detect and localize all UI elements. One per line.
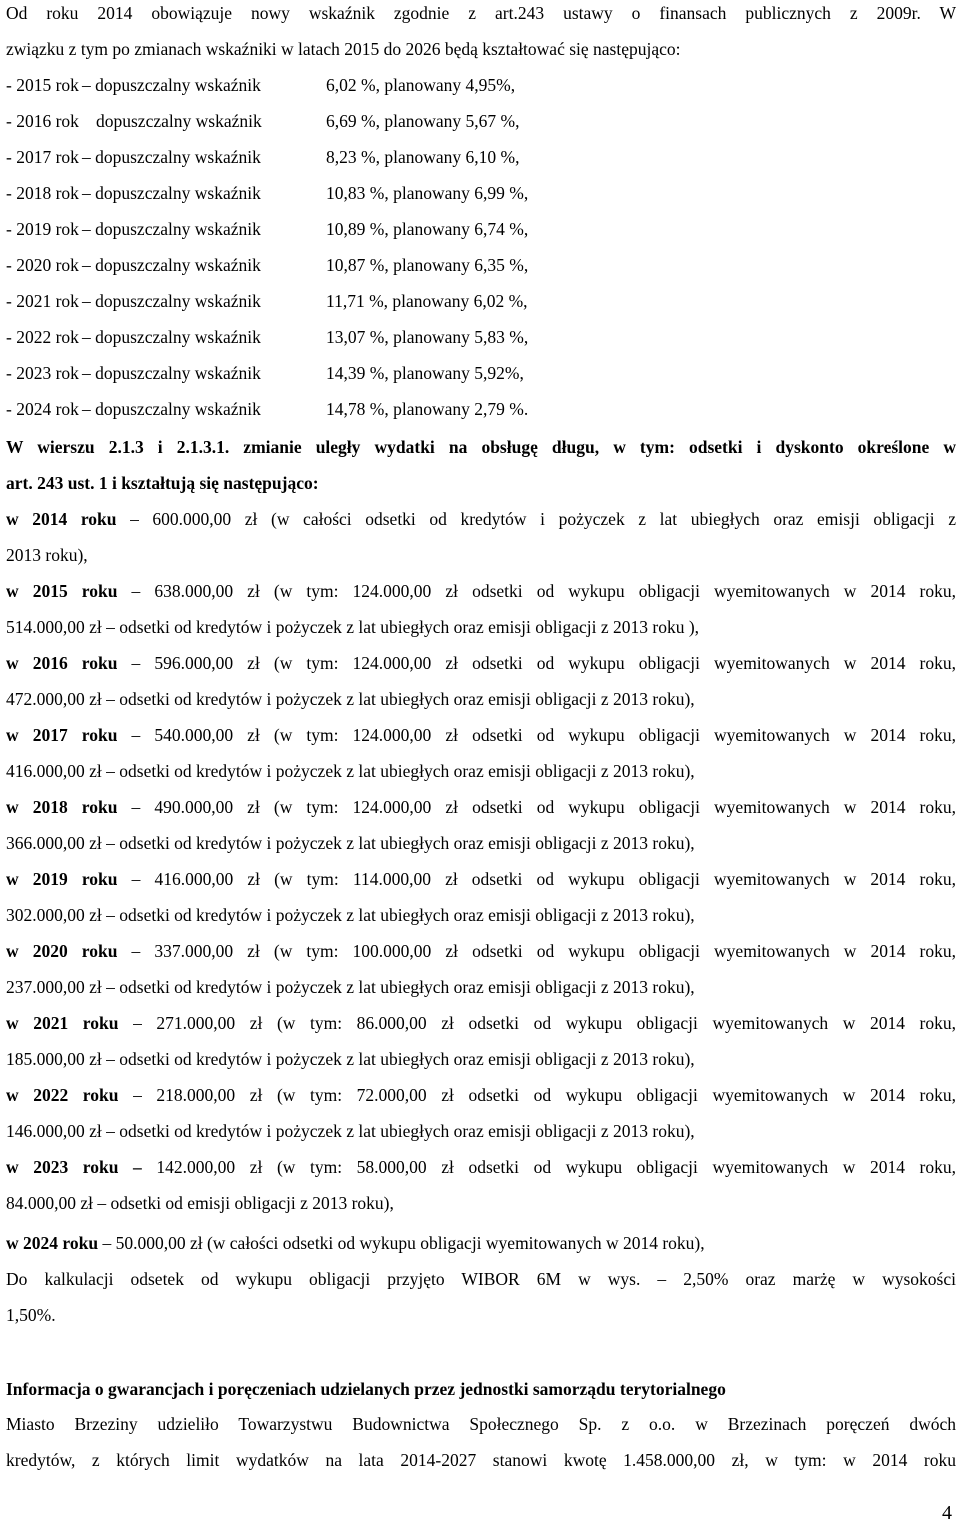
- debt-entry-text: 142.000,00 zł (w tym: 58.000,00 zł odsetki od wykupu obligacji wyemitowanych w 2014 roku,: [156, 1157, 956, 1177]
- indicator-values: 14,39 %, planowany 5,92%,: [326, 363, 524, 383]
- debt-entry-line-1: [6, 868, 956, 890]
- indicator-label: – dopuszczalny wskaźnik: [82, 399, 261, 419]
- guarantees-line-2: kredytów, z których limit wydatków na lata 2014-2027 stanowi kwotę 1.458.000,00 zł, w tym: w 2014 roku: [6, 1450, 956, 1470]
- debt-entry-year: w 2019 roku: [6, 869, 118, 889]
- indicator-values: 6,02 %, planowany 4,95%,: [326, 75, 516, 95]
- guarantees-line-1: Miasto Brzeziny udzieliło Towarzystwu Budownictwa Społecznego Sp. z o.o. w Brzezinach poręczeń dwóch: [6, 1414, 956, 1434]
- debt-entry-line-1: [6, 1012, 956, 1034]
- indicator-label: – dopuszczalny wskaźnik: [82, 363, 261, 383]
- debt-entry-text: – 600.000,00 zł (w całości odsetki od kredytów i pożyczek z lat ubiegłych oraz emisji obligacji z: [130, 509, 956, 529]
- debt-entry-line-1: [6, 1084, 956, 1106]
- debt-entry-line-2: 302.000,00 zł – odsetki od kredytów i pożyczek z lat ubiegłych oraz emisji obligacji z 2013 roku),: [6, 905, 695, 925]
- debt-entry-text: – 218.000,00 zł (w tym: 72.000,00 zł odsetki od wykupu obligacji wyemitowanych w 2014 roku,: [133, 1085, 956, 1105]
- debt-entry-line-2: 472.000,00 zł – odsetki od kredytów i pożyczek z lat ubiegłych oraz emisji obligacji z 2013 roku),: [6, 689, 695, 709]
- debt-entry-year: w 2022 roku: [6, 1085, 119, 1105]
- guarantees-heading: Informacja o gwarancjach i poręczeniach udzielanych przez jednostki samorządu terytorialnego: [6, 1379, 726, 1399]
- indicator-label: – dopuszczalny wskaźnik: [82, 291, 261, 311]
- indicator-values: 8,23 %, planowany 6,10 %,: [326, 147, 520, 167]
- debt-entry-text: – 638.000,00 zł (w tym: 124.000,00 zł odsetki od wykupu obligacji wyemitowanych w 2014 roku,: [131, 581, 956, 601]
- indicator-values: 10,87 %, planowany 6,35 %,: [326, 255, 529, 275]
- indicator-values: 10,89 %, planowany 6,74 %,: [326, 219, 529, 239]
- indicator-year: - 2022 rok: [6, 327, 79, 347]
- debt-entry-line-1: [6, 652, 956, 674]
- debt-entry-text: – 271.000,00 zł (w tym: 86.000,00 zł odsetki od wykupu obligacji wyemitowanych w 2014 roku,: [133, 1013, 956, 1033]
- debt-entry-year: w 2016 roku: [6, 653, 118, 673]
- debt-entry-line-2: 2013 roku),: [6, 545, 88, 565]
- debt-entry-year: w 2020 roku: [6, 941, 118, 961]
- indicator-values: 14,78 %, planowany 2,79 %.: [326, 399, 529, 419]
- indicator-year: - 2020 rok: [6, 255, 79, 275]
- indicator-label: – dopuszczalny wskaźnik: [82, 183, 261, 203]
- calculation-line-1: Do kalkulacji odsetek od wykupu obligacji przyjęto WIBOR 6M w wys. – 2,50% oraz marżę w wysokości: [6, 1269, 956, 1289]
- debt-entry-line-1: [6, 724, 956, 746]
- indicator-year: - 2019 rok: [6, 219, 79, 239]
- indicator-label: dopuszczalny wskaźnik: [96, 111, 262, 131]
- intro-line-2: związku z tym po zmianach wskaźniki w latach 2015 do 2026 będą kształtować się następująco:: [6, 39, 681, 59]
- indicator-year: - 2017 rok: [6, 147, 79, 167]
- indicator-year: - 2021 rok: [6, 291, 79, 311]
- debt-entry-text: – 490.000,00 zł (w tym: 124.000,00 zł odsetki od wykupu obligacji wyemitowanych w 2014 roku,: [131, 797, 956, 817]
- debt-entry-year: w 2015 roku: [6, 581, 118, 601]
- indicator-values: 10,83 %, planowany 6,99 %,: [326, 183, 529, 203]
- debt-entry-text: – 337.000,00 zł (w tym: 100.000,00 zł odsetki od wykupu obligacji wyemitowanych w 2014 roku,: [131, 941, 956, 961]
- intro-line-1: Od roku 2014 obowiązuje nowy wskaźnik zgodnie z art.243 ustawy o finansach publicznych z 2009r. W: [6, 3, 956, 23]
- debt-entry-text: – 50.000,00 zł (w całości odsetki od wykupu obligacji wyemitowanych w 2014 roku),: [102, 1233, 705, 1253]
- debt-entry-year: w 2014 roku: [6, 509, 117, 529]
- debt-entry-line-2: 84.000,00 zł – odsetki od emisji obligacji z 2013 roku),: [6, 1193, 394, 1213]
- debt-entry-line-1: [6, 940, 956, 962]
- debt-entry-line-2: 366.000,00 zł – odsetki od kredytów i pożyczek z lat ubiegłych oraz emisji obligacji z 2013 roku),: [6, 833, 695, 853]
- page-number: 4: [942, 1502, 952, 1524]
- indicator-year: - 2023 rok: [6, 363, 79, 383]
- debt-entry-line-2: 146.000,00 zł – odsetki od kredytów i pożyczek z lat ubiegłych oraz emisji obligacji z 2013 roku),: [6, 1121, 695, 1141]
- indicator-values: 13,07 %, planowany 5,83 %,: [326, 327, 529, 347]
- debt-entry-line-1: [6, 1232, 705, 1254]
- debt-entry-line-1: [6, 796, 956, 818]
- debt-entry-year: w 2023 roku –: [6, 1157, 142, 1177]
- indicator-year: - 2018 rok: [6, 183, 79, 203]
- indicator-year: - 2024 rok: [6, 399, 79, 419]
- indicator-year: - 2016 rok: [6, 111, 79, 131]
- indicator-label: – dopuszczalny wskaźnik: [82, 219, 261, 239]
- indicator-label: – dopuszczalny wskaźnik: [82, 147, 261, 167]
- debt-entry-year: w 2018 roku: [6, 797, 118, 817]
- debt-entry-line-1: [6, 508, 956, 530]
- debt-entry-line-1: [6, 580, 956, 602]
- indicator-values: 6,69 %, planowany 5,67 %,: [326, 111, 520, 131]
- debt-heading-line-1: W wierszu 2.1.3 i 2.1.3.1. zmianie uległy wydatki na obsługę długu, w tym: odsetki i dyskonto określone w: [6, 437, 956, 457]
- debt-entry-text: – 596.000,00 zł (w tym: 124.000,00 zł odsetki od wykupu obligacji wyemitowanych w 2014 roku,: [131, 653, 956, 673]
- indicator-label: – dopuszczalny wskaźnik: [82, 255, 261, 275]
- debt-entry-year: w 2021 roku: [6, 1013, 119, 1033]
- indicator-year: - 2015 rok: [6, 75, 79, 95]
- debt-entry-line-2: 514.000,00 zł – odsetki od kredytów i pożyczek z lat ubiegłych oraz emisji obligacji z 2013 roku ),: [6, 617, 700, 637]
- calculation-line-2: 1,50%.: [6, 1305, 56, 1325]
- debt-heading-line-2: art. 243 ust. 1 i kształtują się następująco:: [6, 473, 319, 493]
- debt-entry-line-2: 416.000,00 zł – odsetki od kredytów i pożyczek z lat ubiegłych oraz emisji obligacji z 2013 roku),: [6, 761, 695, 781]
- debt-entry-text: – 540.000,00 zł (w tym: 124.000,00 zł odsetki od wykupu obligacji wyemitowanych w 2014 roku,: [131, 725, 956, 745]
- debt-entry-line-2: 237.000,00 zł – odsetki od kredytów i pożyczek z lat ubiegłych oraz emisji obligacji z 2013 roku),: [6, 977, 695, 997]
- indicator-label: – dopuszczalny wskaźnik: [82, 75, 261, 95]
- debt-entry-line-1: [6, 1156, 956, 1178]
- indicator-label: – dopuszczalny wskaźnik: [82, 327, 261, 347]
- debt-entry-year: w 2024 roku: [6, 1233, 99, 1253]
- indicator-values: 11,71 %, planowany 6,02 %,: [326, 291, 528, 311]
- debt-entry-line-2: 185.000,00 zł – odsetki od kredytów i pożyczek z lat ubiegłych oraz emisji obligacji z 2013 roku),: [6, 1049, 695, 1069]
- debt-entry-text: – 416.000,00 zł (w tym: 114.000,00 zł odsetki od wykupu obligacji wyemitowanych w 2014 roku,: [131, 869, 956, 889]
- debt-entry-year: w 2017 roku: [6, 725, 118, 745]
